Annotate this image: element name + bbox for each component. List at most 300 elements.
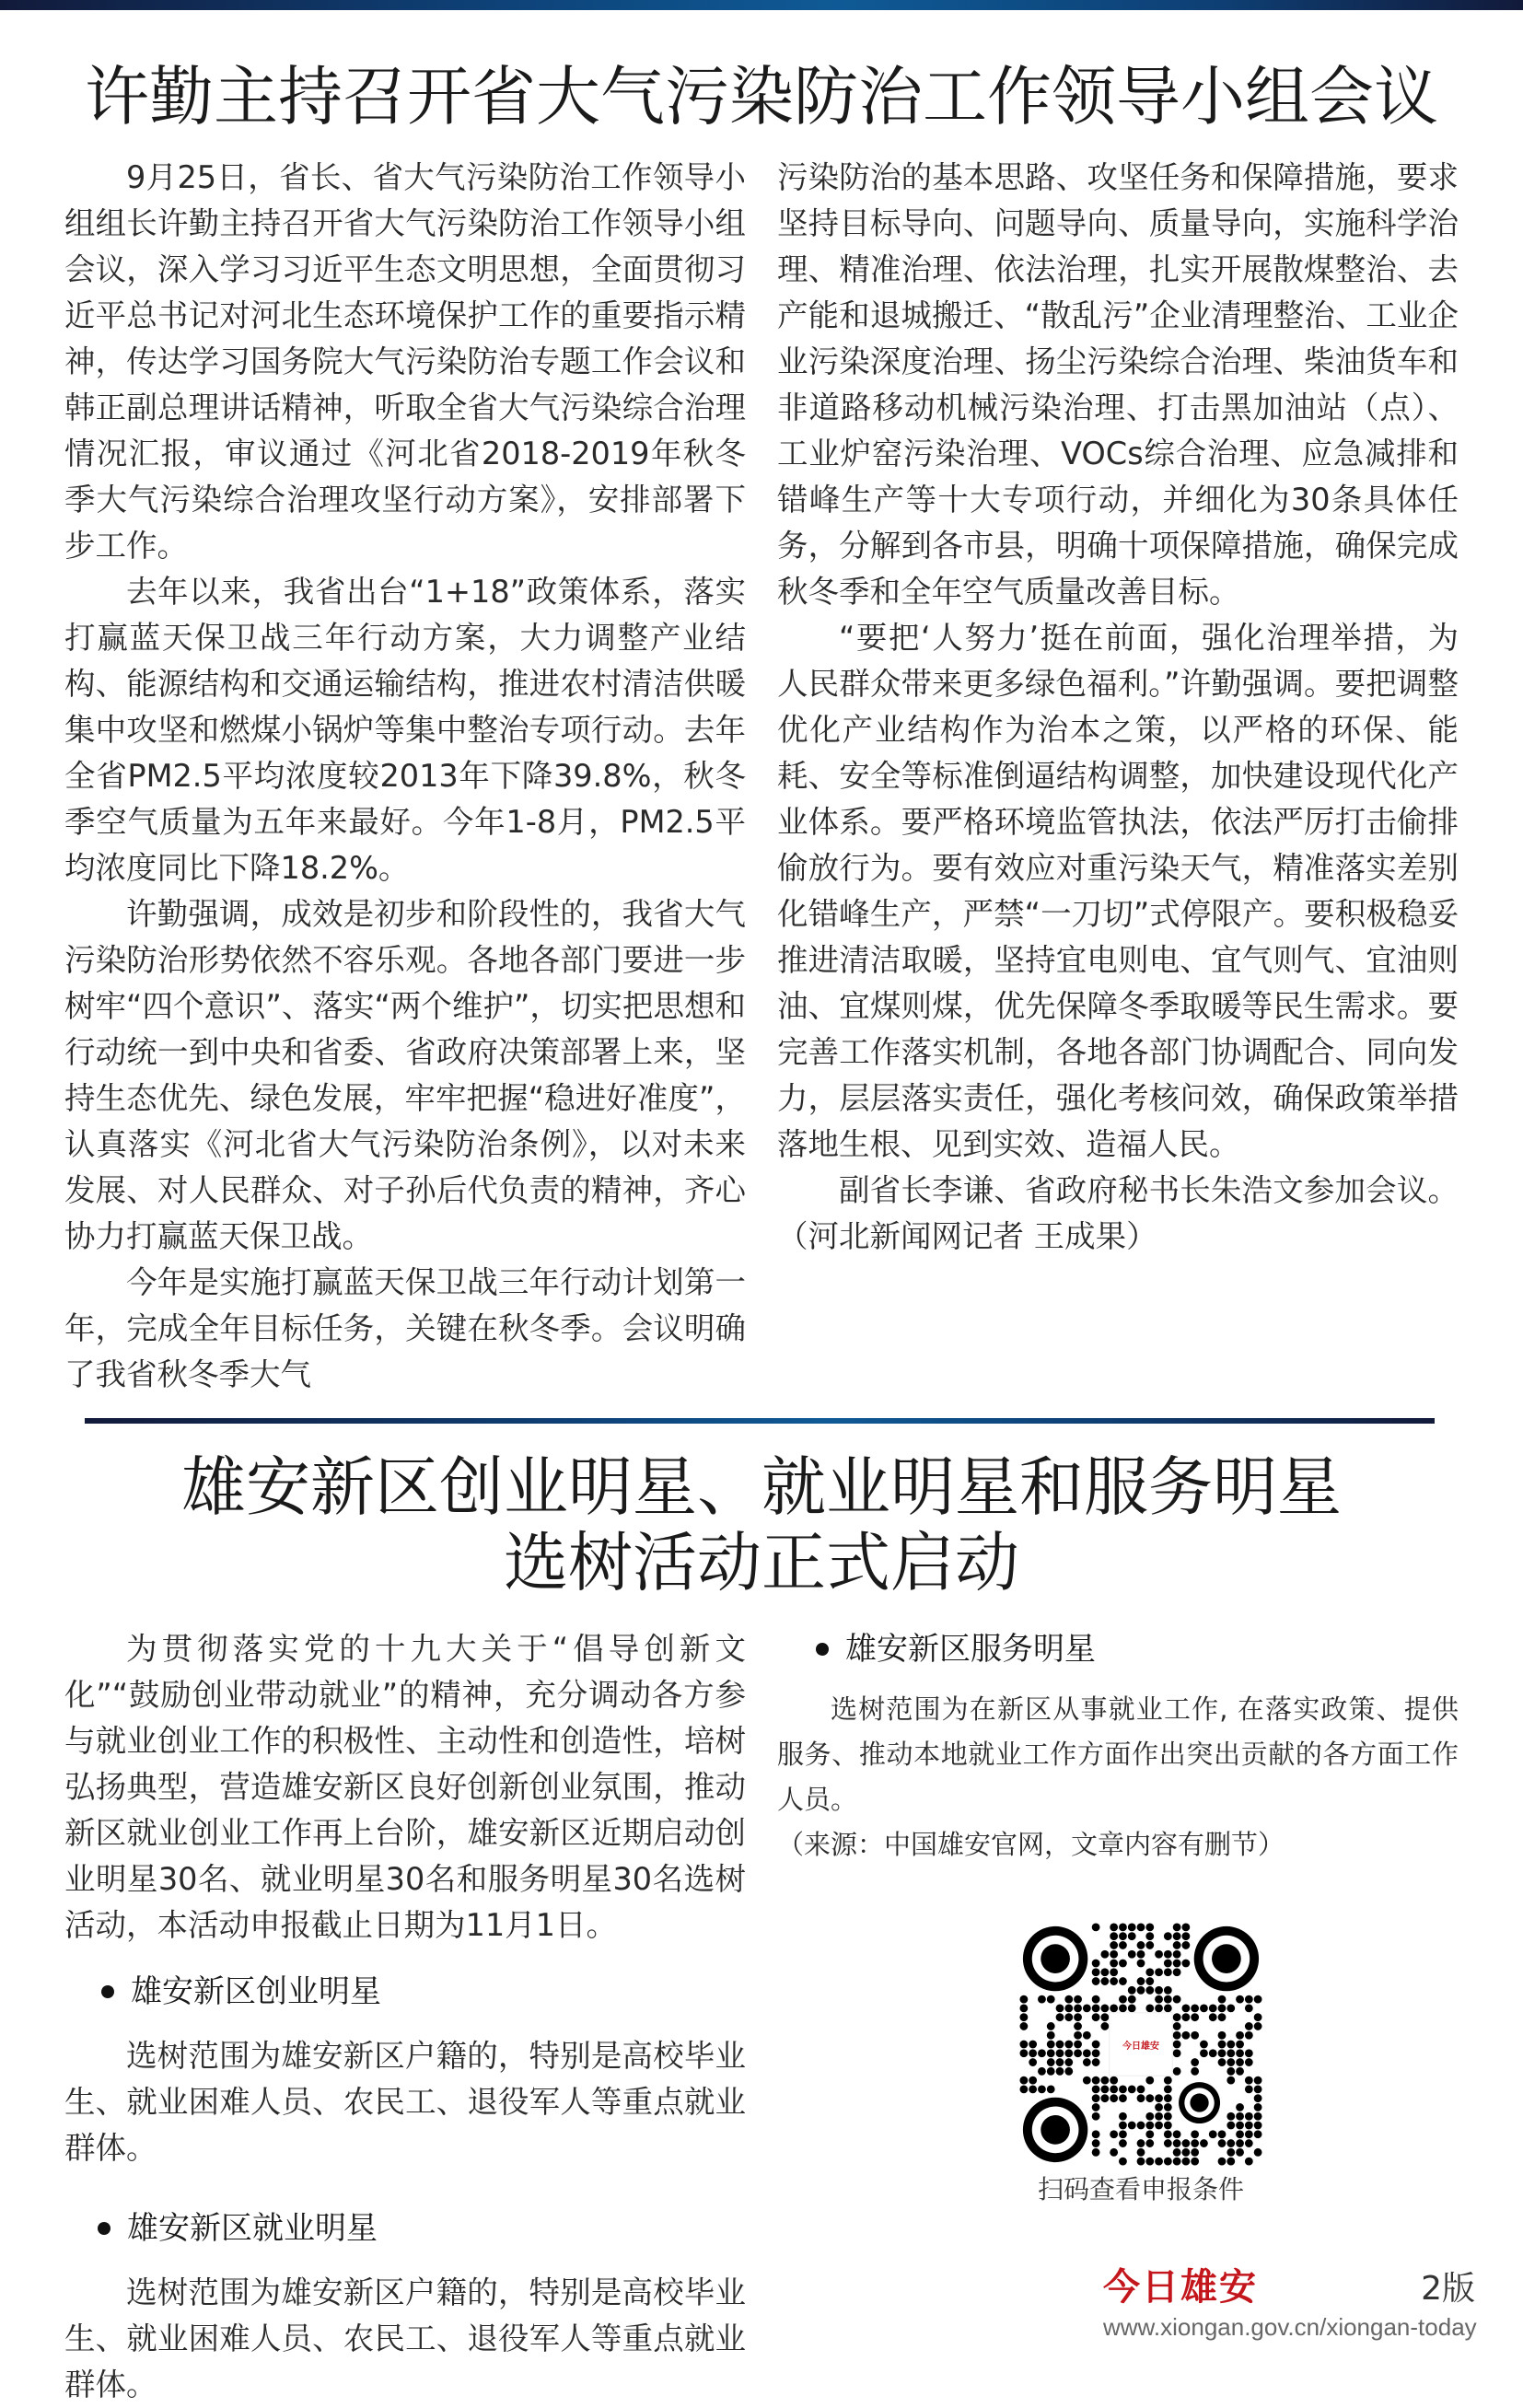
qr-dot <box>1038 1995 1046 2004</box>
qr-dot <box>1029 2041 1037 2049</box>
qr-dot <box>1181 1932 1190 1940</box>
qr-dot <box>1128 1950 1136 1959</box>
qr-dot <box>1145 2004 1154 2012</box>
qr-dot <box>1029 2049 1037 2057</box>
qr-dot <box>1119 2085 1127 2093</box>
qr-dot <box>1019 2004 1028 2012</box>
qr-dot <box>1064 2049 1073 2057</box>
qr-dot <box>1074 2022 1082 2030</box>
qr-dot <box>1245 2031 1253 2040</box>
qr-dot <box>1119 1941 1127 1949</box>
qr-dot <box>1119 2139 1127 2147</box>
qr-dot <box>1164 1960 1172 1968</box>
qr-dot <box>1145 1968 1154 1976</box>
qr-dot <box>1245 2158 1253 2166</box>
section-text: 选树范围为雄安新区户籍的，特别是高校毕业生、就业困难人员、农民工、退役军人等重点就业群体。 <box>64 2038 746 2166</box>
qr-dot <box>1164 2004 1172 2012</box>
qr-dot <box>1092 1995 1100 2004</box>
qr-dot <box>1137 2085 1145 2093</box>
qr-dot <box>1092 1960 1100 1968</box>
qr-dot <box>1191 2058 1199 2066</box>
section-heading-entrepreneur <box>101 1969 746 2015</box>
qr-dot <box>1245 2004 1253 2012</box>
qr-dot <box>1254 2112 1262 2121</box>
qr-code[interactable] <box>1019 1923 1262 2166</box>
qr-dot <box>1038 2049 1046 2057</box>
qr-dot <box>1227 2148 1235 2157</box>
qr-dot <box>1092 2094 1100 2102</box>
qr-dot <box>1218 2058 1227 2066</box>
qr-dot <box>1254 2148 1262 2157</box>
newspaper-logo: 今日雄安 <box>1103 2265 1258 2309</box>
qr-dot <box>1236 2112 1244 2121</box>
qr-dot <box>1100 2022 1109 2030</box>
qr-dot <box>1119 1960 1127 1968</box>
qr-dot <box>1181 2013 1190 2021</box>
qr-dot <box>1029 2076 1037 2085</box>
qr-dot <box>1092 2013 1100 2021</box>
qr-dot <box>1056 2067 1064 2076</box>
qr-dot <box>1092 2139 1100 2147</box>
qr-dot <box>1209 2004 1217 2012</box>
qr-dot <box>1064 1995 1073 2004</box>
qr-dot <box>1119 1923 1127 1931</box>
section-text: 选树范围为在新区从事就业工作, 在落实政策、提供服务、推动本地就业工作方面作出突出贡献的各方面工作人员。 <box>777 1693 1459 1815</box>
qr-dot <box>1137 2139 1145 2147</box>
qr-dot <box>1092 2112 1100 2121</box>
qr-dot <box>1110 2130 1118 2138</box>
qr-dot <box>1100 2013 1109 2021</box>
qr-finder <box>1190 2093 1208 2111</box>
qr-dot <box>1110 1977 1118 1985</box>
qr-dot <box>1137 1960 1145 1968</box>
qr-dot <box>1227 2139 1235 2147</box>
qr-dot <box>1119 2130 1127 2138</box>
qr-dot <box>1074 1995 1082 2004</box>
page-footer <box>1103 2263 1475 2343</box>
qr-dot <box>1137 1977 1145 1985</box>
paragraph: 9月25日，省长、省大气污染防治工作领导小组组长许勤主持召开省大气污染防治工作领导小组会议，深入学习习近平生态文明思想，全面贯彻习近平总书记对河北生态环境保护工作的重要指示精神，传达学习国务院大气污染防治专题工作会议和韩正副总理讲话精神，听取全省大气污染综合治理情况汇报，审议通过《河北省2018-2019年秋冬季大气污染综合治理攻坚行动方案》，安排部署下步工作。 <box>64 159 746 564</box>
qr-dot <box>1245 2085 1253 2093</box>
intro-paragraph: 为贯彻落实党的十九大关于“倡导创新文化”“鼓励创业带动就业”的精神，充分调动各方参与就业创业工作的积极性、主动性和创造性，培树弘扬典型，营造雄安新区良好创新创业氛围，推动新区就业创业工作再上台阶，雄安新区近期启动创业明星30名、就业明星30名和服务明星30名选树活动，本活动申报截止日期为11月1日。 <box>64 1631 746 1943</box>
qr-dot <box>1245 1995 1253 2004</box>
qr-center-logo: 今日雄安 <box>1122 2041 1159 2052</box>
qr-dot <box>1236 2103 1244 2111</box>
qr-dot <box>1164 2130 1172 2138</box>
qr-dot <box>1145 2158 1154 2166</box>
qr-dot <box>1173 1923 1181 1931</box>
qr-dot <box>1164 1932 1172 1940</box>
footer-url[interactable]: www.xiongan.gov.cn/xiongan-today <box>1103 2313 1477 2341</box>
bullet-icon <box>98 2222 110 2235</box>
qr-dot <box>1083 2058 1091 2066</box>
qr-dot <box>1191 2067 1199 2076</box>
qr-dot <box>1218 1995 1227 2004</box>
qr-dot <box>1145 2112 1154 2121</box>
qr-dot <box>1110 1923 1118 1931</box>
qr-dot <box>1181 1923 1190 1931</box>
qr-dot <box>1164 1968 1172 1976</box>
qr-dot <box>1119 2094 1127 2102</box>
bullet-icon <box>816 1643 829 1656</box>
qr-dot <box>1128 1995 1136 2004</box>
qr-dot <box>1038 2085 1046 2093</box>
qr-dot <box>1092 2049 1100 2057</box>
qr-dot <box>1110 1941 1118 1949</box>
qr-dot <box>1100 1950 1109 1959</box>
qr-dot <box>1173 2049 1181 2057</box>
qr-dot <box>1029 2058 1037 2066</box>
qr-dot <box>1245 2122 1253 2130</box>
qr-dot <box>1164 2122 1172 2130</box>
qr-dot <box>1019 2049 1028 2057</box>
qr-dot <box>1074 2013 1082 2021</box>
qr-finder <box>1041 1944 1070 1973</box>
top-banner-bar <box>0 0 1523 10</box>
qr-dot <box>1110 1950 1118 1959</box>
qr-dot <box>1254 2130 1262 2138</box>
qr-dot <box>1173 2148 1181 2157</box>
qr-dot <box>1245 2058 1253 2066</box>
qr-dot <box>1083 2049 1091 2057</box>
source-note: （来源：中国雄安官网，文章内容有删节） <box>777 1829 1285 1860</box>
qr-dot <box>1181 1960 1190 1968</box>
section-heading-text: 雄安新区就业明星 <box>127 2210 378 2247</box>
qr-dot <box>1227 2067 1235 2076</box>
qr-dot <box>1254 2103 1262 2111</box>
qr-dot <box>1236 2041 1244 2049</box>
qr-dot <box>1164 2158 1172 2166</box>
qr-dot <box>1083 2004 1091 2012</box>
qr-dot <box>1092 1977 1100 1985</box>
qr-dot <box>1191 2139 1199 2147</box>
qr-dot <box>1164 2085 1172 2093</box>
qr-dot <box>1236 2067 1244 2076</box>
qr-dot <box>1227 2122 1235 2130</box>
qr-dot <box>1100 2094 1109 2102</box>
qr-dot <box>1173 2041 1181 2049</box>
bullet-icon <box>101 1985 114 1998</box>
qr-dot <box>1181 2158 1190 2166</box>
qr-dot <box>1092 2085 1100 2093</box>
qr-dot <box>1181 1941 1190 1949</box>
qr-dot <box>1155 2004 1163 2012</box>
qr-finder <box>1212 1944 1241 1973</box>
qr-dot <box>1173 2130 1181 2138</box>
qr-dot <box>1064 2004 1073 2012</box>
qr-dot <box>1119 1995 1127 2004</box>
qr-dot <box>1164 1986 1172 1995</box>
qr-dot <box>1164 1950 1172 1959</box>
qr-dot <box>1181 2148 1190 2157</box>
qr-dot <box>1218 2041 1227 2049</box>
section-divider <box>85 1418 1435 1424</box>
qr-dot <box>1191 2130 1199 2138</box>
qr-dot <box>1083 2031 1091 2040</box>
qr-dot <box>1245 2022 1253 2030</box>
qr-dot <box>1191 2004 1199 2012</box>
qr-dot <box>1218 2049 1227 2057</box>
section-heading-service <box>816 1626 1459 1672</box>
qr-dot <box>1092 1923 1100 1931</box>
qr-dot <box>1254 2085 1262 2093</box>
qr-dot <box>1137 2158 1145 2166</box>
qr-dot <box>1155 2094 1163 2102</box>
paragraph: “要把‘人努力’挺在前面，强化治理举措，为人民群众带来更多绿色福利。”许勤强调。要把调整优化产业结构作为治本之策，以严格的环保、能耗、安全等标准倒逼结构调整，加快建设现代化产业体系。要严格环境监管执法，依法严厉打击偷排偷放行为。要有效应对重污染天气，精准落实差别化错峰生产，严禁“一刀切”式停限产。要积极稳妥推进清洁取暖，坚持宜电则电、宜气则气、宜油则油、宜煤则煤，优先保障冬季取暖等民生需求。要完善工作落实机制，各地各部门协调配合、同向发力，层层落实责任，强化考核问效，确保政策举措落地生根、见到实效、造福人民。 <box>777 620 1459 1162</box>
paragraph: 污染防治的基本思路、攻坚任务和保障措施，要求坚持目标导向、问题导向、质量导向，实施科学治理、精准治理、依法治理，扎实开展散煤整治、去产能和退城搬迁、“散乱污”企业清理整治、工业企业污染深度治理、扬尘污染综合治理、柴油货车和非道路移动机械污染治理、打击黑加油站（点）、工业炉窑污染治理、VOCs综合治理、应急减排和错峰生产等十大专项行动，并细化为30条具体任务，分解到各市县，明确十项保障措施，确保完成秋冬季和全年空气质量改善目标。 <box>777 159 1459 610</box>
qr-dot <box>1137 1941 1145 1949</box>
qr-dot <box>1074 2049 1082 2057</box>
qr-dot <box>1227 2041 1235 2049</box>
qr-dot <box>1164 2076 1172 2085</box>
qr-dot <box>1200 2041 1208 2049</box>
qr-dot <box>1218 2004 1227 2012</box>
qr-dot <box>1191 2013 1199 2021</box>
qr-dot <box>1254 2094 1262 2102</box>
qr-dot <box>1227 2076 1235 2085</box>
qr-dot <box>1019 2085 1028 2093</box>
footer-row <box>1103 2263 1475 2311</box>
qr-dot <box>1227 2049 1235 2057</box>
qr-dot <box>1137 2122 1145 2130</box>
qr-dot <box>1128 2004 1136 2012</box>
qr-dot <box>1047 2049 1055 2057</box>
qr-dot <box>1047 1995 1055 2004</box>
qr-dot <box>1137 1950 1145 1959</box>
qr-dot <box>1119 1977 1127 1985</box>
qr-dot <box>1119 2004 1127 2012</box>
qr-dot <box>1218 2013 1227 2021</box>
qr-dot <box>1173 2139 1181 2147</box>
qr-dot <box>1155 1995 1163 2004</box>
paragraph: 许勤强调，成效是初步和阶段性的，我省大气污染防治形势依然不容乐观。各地各部门要进一步树牢“四个意识”、落实“两个维护”，切实把思想和行动统一到中央和省委、省政府决策部署上来，坚持生态优先、绿色发展，牢牢把握“稳进好准度”，认真落实《河北省大气污染防治条例》，以对未来发展、对人民群众、对子孙后代负责的精神，齐心协力打赢蓝天保卫战。 <box>64 896 746 1254</box>
qr-dot <box>1145 2122 1154 2130</box>
qr-dot <box>1047 2022 1055 2030</box>
qr-dot <box>1019 2041 1028 2049</box>
qr-dot <box>1145 2076 1154 2085</box>
page-number: 2版 <box>1421 2270 1475 2308</box>
qr-dot <box>1100 1968 1109 1976</box>
qr-dot <box>1019 1995 1028 2004</box>
qr-dot <box>1218 2158 1227 2166</box>
qr-dot <box>1110 1968 1118 1976</box>
qr-dot <box>1019 2022 1028 2030</box>
qr-dot <box>1227 2058 1235 2066</box>
qr-dot <box>1145 1923 1154 1931</box>
article2-right-column <box>777 1626 1477 2379</box>
qr-dot <box>1074 2031 1082 2040</box>
qr-dot <box>1209 2049 1217 2057</box>
qr-dot <box>1019 2076 1028 2085</box>
qr-caption: 扫码查看申报条件 <box>1037 2174 1244 2204</box>
qr-dot <box>1056 2041 1064 2049</box>
qr-dot <box>1164 2094 1172 2102</box>
qr-dot <box>1064 2067 1073 2076</box>
qr-dot <box>1029 2085 1037 2093</box>
paragraph: 副省长李谦、省政府秘书长朱浩文参加会议。（河北新闻网记者 王成果） <box>777 1172 1459 1254</box>
qr-dot <box>1245 2139 1253 2147</box>
qr-dot <box>1145 2094 1154 2102</box>
section-heading-text: 雄安新区服务明星 <box>845 1631 1096 1668</box>
qr-dot <box>1181 2139 1190 2147</box>
qr-dot <box>1245 2112 1253 2121</box>
qr-dot <box>1200 2004 1208 2012</box>
qr-dot <box>1064 2058 1073 2066</box>
qr-dot <box>1173 1932 1181 1940</box>
qr-dot <box>1092 1968 1100 1976</box>
qr-dot <box>1164 2103 1172 2111</box>
qr-dot <box>1173 2031 1181 2040</box>
qr-dot <box>1092 2103 1100 2111</box>
qr-dot <box>1038 2067 1046 2076</box>
qr-dot <box>1155 2103 1163 2111</box>
qr-dot <box>1218 2031 1227 2040</box>
qr-dot <box>1181 2004 1190 2012</box>
qr-dot <box>1110 2148 1118 2157</box>
qr-dot <box>1092 2130 1100 2138</box>
article1-title: 许勤主持召开省大气污染防治工作领导小组会议 <box>85 59 1438 134</box>
qr-dot <box>1056 2004 1064 2012</box>
qr-dot <box>1119 1932 1127 1940</box>
article1-body <box>0 155 1523 1398</box>
qr-dot <box>1137 2148 1145 2157</box>
qr-dot <box>1227 2158 1235 2166</box>
qr-dot <box>1056 2049 1064 2057</box>
qr-dot <box>1110 2085 1118 2093</box>
qr-dot <box>1092 2058 1100 2066</box>
qr-dot <box>1092 2076 1100 2085</box>
qr-dot <box>1164 2112 1172 2121</box>
qr-dot <box>1145 1932 1154 1940</box>
qr-dot <box>1092 2148 1100 2157</box>
qr-dot <box>1100 1977 1109 1985</box>
qr-dot <box>1236 2139 1244 2147</box>
qr-dot <box>1092 2004 1100 2012</box>
article2-left-column <box>64 1626 746 2408</box>
qr-dot <box>1074 2041 1082 2049</box>
qr-dot <box>1209 2130 1217 2138</box>
qr-dot <box>1110 2004 1118 2012</box>
qr-dot <box>1137 1986 1145 1995</box>
qr-dot <box>1047 2031 1055 2040</box>
qr-dot <box>1110 2094 1118 2102</box>
qr-dot <box>1047 2085 1055 2093</box>
qr-dot <box>1100 2085 1109 2093</box>
qr-dot <box>1181 2031 1190 2040</box>
qr-dot <box>1236 2130 1244 2138</box>
qr-dot <box>1245 2130 1253 2138</box>
qr-dot <box>1209 2013 1217 2021</box>
qr-dot <box>1218 2130 1227 2138</box>
qr-dot <box>1074 2004 1082 2012</box>
qr-dot <box>1245 2076 1253 2085</box>
article2-title-line2: 选树活动正式启动 <box>504 1525 1019 1600</box>
qr-dot <box>1155 2112 1163 2121</box>
qr-dot <box>1019 2013 1028 2021</box>
qr-dot <box>1056 2013 1064 2021</box>
qr-dot <box>1173 2022 1181 2030</box>
paragraph: 去年以来，我省出台“1+18”政策体系，落实打赢蓝天保卫战三年行动方案，大力调整产业结构、能源结构和交通运输结构，推进农村清洁供暖集中攻坚和燃煤小锅炉等集中整治专项行动。去年全省PM2.5平均浓度较2013年下降39.8%，秋冬季空气质量为五年来最好。今年1-8月，PM2.5平均浓度同比下降18.2%。 <box>64 574 746 886</box>
qr-dot <box>1164 1995 1172 2004</box>
qr-dot <box>1173 2067 1181 2076</box>
qr-dot <box>1155 1950 1163 1959</box>
section-heading-employment <box>98 2205 746 2251</box>
qr-dot <box>1173 2013 1181 2021</box>
qr-dot <box>1145 1986 1154 1995</box>
qr-dot <box>1173 1941 1181 1949</box>
qr-dot <box>1083 2076 1091 2085</box>
section-heading-text: 雄安新区创业明星 <box>131 1973 381 2010</box>
qr-dot <box>1047 2067 1055 2076</box>
qr-dot <box>1200 2139 1208 2147</box>
qr-dot <box>1155 2158 1163 2166</box>
qr-dot <box>1047 2041 1055 2049</box>
qr-dot <box>1245 2049 1253 2057</box>
qr-dot <box>1236 2049 1244 2057</box>
qr-dot <box>1110 1932 1118 1940</box>
qr-dot <box>1236 2031 1244 2040</box>
qr-dot <box>1119 2158 1127 2166</box>
qr-dot <box>1137 1923 1145 1931</box>
qr-dot <box>1254 2022 1262 2030</box>
qr-dot <box>1236 1995 1244 2004</box>
article2-body <box>0 1626 1523 2408</box>
qr-dot <box>1092 2041 1100 2049</box>
qr-dot <box>1047 2058 1055 2066</box>
qr-dot <box>1227 2112 1235 2121</box>
article1-right-column <box>777 155 1459 1260</box>
qr-dot <box>1128 2122 1136 2130</box>
qr-dot <box>1137 2094 1145 2102</box>
qr-dot <box>1173 1968 1181 1976</box>
qr-dot <box>1128 1932 1136 1940</box>
qr-dot <box>1128 1986 1136 1995</box>
article1-left-column <box>64 155 746 1398</box>
qr-dot <box>1155 1968 1163 1976</box>
qr-dot <box>1200 2049 1208 2057</box>
qr-finder <box>1041 2115 1070 2145</box>
qr-dot <box>1110 1960 1118 1968</box>
qr-dot <box>1173 1950 1181 1959</box>
qr-dot <box>1064 2013 1073 2021</box>
paragraph: 今年是实施打赢蓝天保卫战三年行动计划第一年，完成全年目标任务，关键在秋冬季。会议明确了我省秋冬季大气 <box>64 1264 746 1392</box>
qr-dot <box>1119 2112 1127 2121</box>
qr-dot <box>1119 2122 1127 2130</box>
qr-dot <box>1145 1977 1154 1985</box>
qr-dot <box>1254 2122 1262 2130</box>
qr-dot <box>1191 2148 1199 2157</box>
qr-dot <box>1145 2139 1154 2147</box>
article2-title-line1: 雄安新区创业明星、就业明星和服务明星 <box>181 1449 1342 1525</box>
qr-dot <box>1173 1960 1181 1968</box>
qr-block <box>1012 1923 1270 2208</box>
section-text: 选树范围为雄安新区户籍的，特别是高校毕业生、就业困难人员、农民工、退役军人等重点就业群体。 <box>64 2274 746 2402</box>
qr-dot <box>1254 2076 1262 2085</box>
qr-dot <box>1236 2148 1244 2157</box>
qr-dot <box>1128 1923 1136 1931</box>
qr-dot <box>1191 2031 1199 2040</box>
qr-dot <box>1056 2058 1064 2066</box>
qr-dot <box>1236 2122 1244 2130</box>
qr-dot <box>1173 1995 1181 2004</box>
qr-dot <box>1155 1986 1163 1995</box>
qr-dot <box>1110 2076 1118 2085</box>
qr-dot <box>1064 2041 1073 2049</box>
qr-dot <box>1100 2076 1109 2085</box>
qr-dot <box>1218 2139 1227 2147</box>
qr-dot <box>1145 2130 1154 2138</box>
qr-dot <box>1164 2139 1172 2147</box>
